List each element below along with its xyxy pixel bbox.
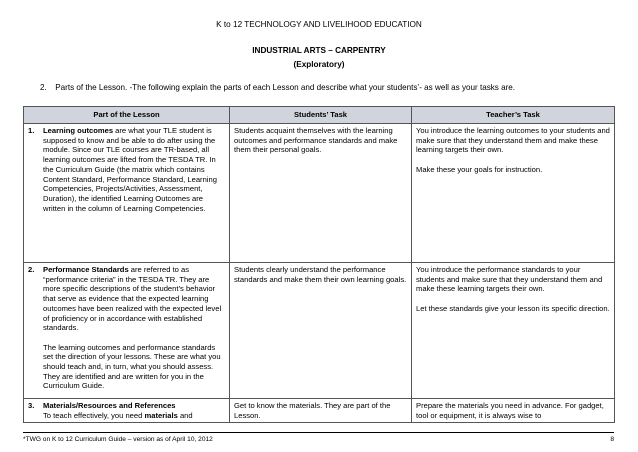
part-term: Learning outcomes bbox=[43, 126, 114, 135]
row-number: 3. bbox=[28, 401, 35, 410]
row-number: 2. bbox=[28, 265, 35, 274]
teachers-task-text: You introduce the performance standards to your students and make sure that they understand them and make these learning targets their own. bbox=[416, 265, 603, 294]
teachers-task-text: Prepare the materials you need in advance. For gadget, tool or equipment, it is always wise to bbox=[416, 401, 604, 420]
intro-number: 2. bbox=[40, 83, 47, 92]
page-footer bbox=[23, 432, 614, 443]
cell-part bbox=[24, 124, 230, 263]
column-header-students-task: Students’ Task bbox=[230, 107, 412, 124]
part-description: are what your TLE student is supposed to know and be able to do after using the module. Since our TLE courses are TR-based, all learning outcomes are lifted from the TESDA TR. In the Curriculum Guide (the matrix which contains Content Standard, Performance Standard, Learning Competencies, Projects/Activities, Assessment, Duration), the identified Learning Outcomes are written in the column of Learning Competencies. bbox=[43, 126, 217, 213]
lesson-parts-table bbox=[23, 106, 615, 423]
intro-text: Parts of the Lesson. -The following explain the parts of each Lesson and describe what your students’- as well as your tasks are. bbox=[55, 83, 516, 92]
cell-teachers-task bbox=[412, 399, 615, 423]
cell-part bbox=[24, 263, 230, 399]
cell-part bbox=[24, 399, 230, 423]
page-number: 8 bbox=[610, 436, 614, 443]
part-term-inline: materials bbox=[144, 410, 178, 420]
teachers-task-note: Let these standards give your lesson its specific direction. bbox=[416, 303, 610, 313]
teachers-task-note: Make these your goals for instruction. bbox=[416, 164, 543, 174]
column-header-teachers-task: Teacher’s Task bbox=[412, 107, 615, 124]
footer-note: *TWG on K to 12 Curriculum Guide – version as of April 10, 2012 bbox=[23, 436, 213, 443]
column-header-part: Part of the Lesson bbox=[24, 107, 230, 124]
table-header-row bbox=[24, 107, 615, 124]
students-task-text: Students acquaint themselves with the learning outcomes and performance standards and make them their personal goals. bbox=[234, 126, 398, 155]
students-task-text: Get to know the materials. They are part of the Lesson. bbox=[234, 401, 391, 420]
part-description-end: and bbox=[177, 410, 193, 420]
table-row bbox=[24, 263, 615, 399]
table-row bbox=[24, 399, 615, 423]
part-term: Materials/Resources and References bbox=[43, 401, 176, 410]
cell-students-task bbox=[230, 124, 412, 263]
part-description: are referred to as “performance criteria” in the TESDA TR. They are more specific descriptions of the student’s behavior that serve as evidence that the expected learning outcomes have been realized with the expected level of proficiency or in accordance with established standards. bbox=[43, 265, 222, 333]
intro-paragraph bbox=[40, 83, 515, 92]
row-number: 1. bbox=[28, 126, 35, 135]
part-description-2: The learning outcomes and performance standards set the direction of your lessons. These are what you should teach and, in turn, what you should assess. They are identified and are written for you in the Curriculum Guide. bbox=[43, 342, 221, 391]
teachers-task-text: You introduce the learning outcomes to your students and make sure that they understand them and make these learning targets their own. bbox=[416, 126, 610, 155]
table-row bbox=[24, 124, 615, 263]
cell-students-task bbox=[230, 263, 412, 399]
document-subject-title: INDUSTRIAL ARTS – CARPENTRY bbox=[252, 46, 386, 55]
part-term: Performance Standards bbox=[43, 265, 129, 274]
part-description: To teach effectively, you need bbox=[43, 410, 145, 420]
students-task-text: Students clearly understand the performance standards and make them their own learning goals. bbox=[234, 265, 407, 284]
document-subject-subtitle: (Exploratory) bbox=[293, 60, 345, 69]
cell-students-task bbox=[230, 399, 412, 423]
cell-teachers-task bbox=[412, 124, 615, 263]
cell-teachers-task bbox=[412, 263, 615, 399]
document-header-title: K to 12 TECHNOLOGY AND LIVELIHOOD EDUCATION bbox=[216, 20, 422, 29]
